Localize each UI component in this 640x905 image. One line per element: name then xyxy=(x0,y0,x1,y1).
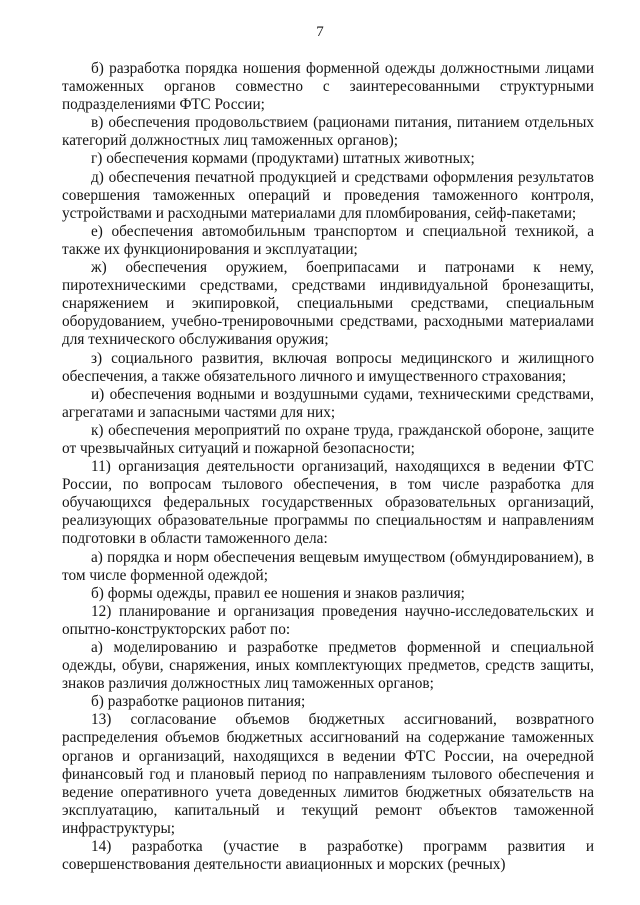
paragraph-b-uniform-rules: б) разработка порядка ношения форменной одежды должностными лицами таможенных органов совместно с заинтересованными структурными подразделениями ФТС России; xyxy=(62,60,594,114)
paragraph-13-budget: 13) согласование объемов бюджетных ассигнований, возвратного распределения объемов бюджетных ассигнований на содержание таможенных органов и организаций, находящихся в ведении ФТС России, на очередной финансовый год и плановый период по направлениям тылового обеспечения и ведение оперативного учета доведенных лимитов бюджетных обязательств на эксплуатацию, капитальный и текущий ремонт объектов таможенной инфраструктуры; xyxy=(62,711,594,837)
paragraph-b-insignia: б) формы одежды, правил ее ношения и знаков различия; xyxy=(91,584,465,602)
paragraph-a-modeling: а) моделированию и разработке предметов форменной и специальной одежды, обуви, снаряжения, иных комплектующих предметов, средств защиты, знаков различия должностных лиц таможенных органов; xyxy=(62,639,594,693)
paragraph-12-research: 12) планирование и организация проведения научно-исследовательских и опытно-конструкторских работ по: xyxy=(62,602,594,638)
paragraph-v-food-supply: в) обеспечения продовольствием (рационами питания, питанием отдельных категорий должностных лиц таможенных органов); xyxy=(62,114,594,150)
paragraph-a-clothing-norms: а) порядка и норм обеспечения вещевым имуществом (обмундированием), в том числе форменной одеждой; xyxy=(62,548,594,584)
paragraph-14-development: 14) разработка (участие в разработке) программ развития и совершенствования деятельности авиационных и морских (речных) xyxy=(62,838,594,874)
paragraph-11-organizations: 11) организация деятельности организаций, находящихся в ведении ФТС России, по вопросам тылового обеспечения, в том числе разработка для обучающихся федеральных государственных образовательных организаций, реализующих образовательные программы по специальностям и направлениям подготовки в области таможенного дела: xyxy=(62,458,594,548)
page-number: 7 xyxy=(316,24,324,40)
paragraph-z-social-development: з) социального развития, включая вопросы медицинского и жилищного обеспечения, а также обязательного личного и имущественного страхования; xyxy=(62,349,594,385)
paragraph-e-vehicles: е) обеспечения автомобильным транспортом и специальной техникой, а также их функционирования и эксплуатации; xyxy=(62,222,594,258)
paragraph-k-labor-safety: к) обеспечения мероприятий по охране труда, гражданской обороне, защите от чрезвычайных ситуаций и пожарной безопасности; xyxy=(62,421,594,457)
document-body xyxy=(62,60,594,874)
paragraph-zh-weapons: ж) обеспечения оружием, боеприпасами и патронами к нему, пиротехническими средствами, средствами индивидуальной бронезащиты, снаряжением и экипировкой, специальными средствами, специальным оборудованием, учебно-тренировочными средствами, расходными материалами для технического обслуживания оружия; xyxy=(62,259,594,349)
paragraph-b-rations: б) разработке рационов питания; xyxy=(91,693,306,711)
paragraph-d-printed-materials: д) обеспечения печатной продукцией и средствами оформления результатов совершения таможенных операций и проведения таможенного контроля, устройствами и расходными материалами для пломбирования, сейф-пакетами; xyxy=(62,168,594,222)
paragraph-g-animal-feed: г) обеспечения кормами (продуктами) штатных животных; xyxy=(91,150,475,168)
paragraph-i-vessels-aircraft: и) обеспечения водными и воздушными судами, техническими средствами, агрегатами и запасными частями для них; xyxy=(62,385,594,421)
